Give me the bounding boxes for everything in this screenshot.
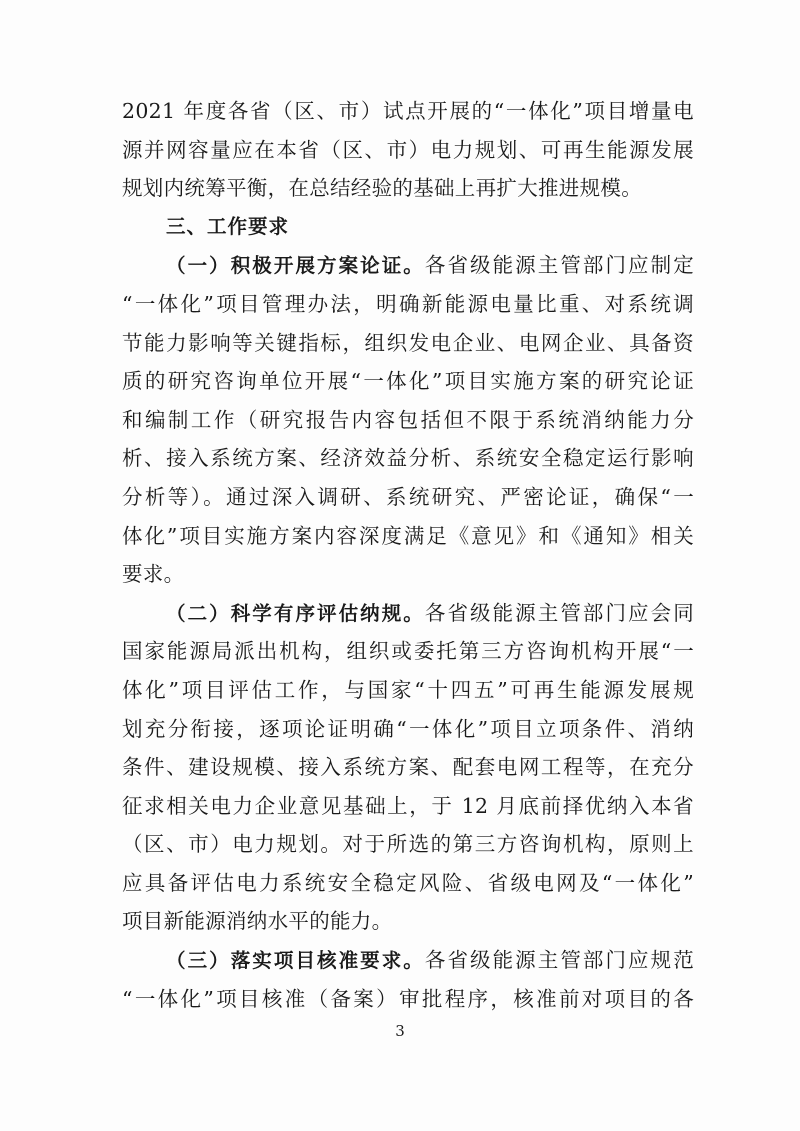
paragraph-line: 体化”项目评估工作，与国家“十四五”可再生能源发展规 [122,677,694,702]
item-title: （一）积极开展方案论证。 [166,254,425,278]
paragraph-line: 条件、建设规模、接入系统方案、配套电网工程等，在充分 [122,755,694,780]
paragraph-line: 析、接入系统方案、经济效益分析、系统安全稳定运行影响 [122,446,694,471]
paragraph-line: 和编制工作（研究报告内容包括但不限于系统消纳能力分 [122,407,694,432]
item-text: 各省级能源主管部门应规范 [424,948,694,973]
page-number: 3 [395,1022,405,1040]
paragraph-line: 规划内统筹平衡，在总结经验的基础上再扩大推进规模。 [122,176,642,201]
paragraph-line: 应具备评估电力系统安全稳定风险、省级电网及“一体化” [122,870,694,895]
paragraph-line: 体化”项目实施方案内容深度满足《意见》和《通知》相关 [122,523,694,548]
paragraph-line: 要求。 [122,562,185,587]
section-heading: 三、工作要求 [166,214,290,238]
paragraph-line: （区、市）电力规划。对于所选的第三方咨询机构，原则上 [122,832,694,857]
paragraph-line: 节能力影响等关键指标，组织发电企业、电网企业、具备资 [122,330,694,355]
item-text: 各省级能源主管部门应会同 [424,600,694,625]
item-title: （三）落实项目核准要求。 [166,949,425,973]
paragraph-line: 源并网容量应在本省（区、市）电力规划、可再生能源发展 [122,137,694,162]
item-text: 各省级能源主管部门应制定 [424,253,694,278]
paragraph-line: 2021 年度各省（区、市）试点开展的“一体化”项目增量电 [122,99,694,123]
paragraph-line: “一体化”项目核准（备案）审批程序，核准前对项目的各 [122,986,694,1011]
paragraph-line: 质的研究咨询单位开展“一体化”项目实施方案的研究论证 [122,369,694,394]
paragraph-line: 国家能源局派出机构，组织或委托第三方咨询机构开展“一 [122,639,694,664]
item-first-line [122,941,694,980]
item-title: （二）科学有序评估纳规。 [166,601,425,625]
paragraph-line: 划充分衔接，逐项论证明确“一体化”项目立项条件、消纳 [122,716,694,741]
paragraph-line: 分析等）。通过深入调研、系统研究、严密论证，确保“一 [122,484,694,509]
document-body [122,92,694,1018]
item-first-line [122,246,694,285]
paragraph-line: 征求相关电力企业意见基础上，于 12 月底前择优纳入本省 [122,793,694,818]
item-first-line [122,594,694,633]
paragraph-line: 项目新能源消纳水平的能力。 [122,909,393,934]
paragraph-line: “一体化”项目管理办法，明确新能源电量比重、对系统调 [122,291,694,316]
